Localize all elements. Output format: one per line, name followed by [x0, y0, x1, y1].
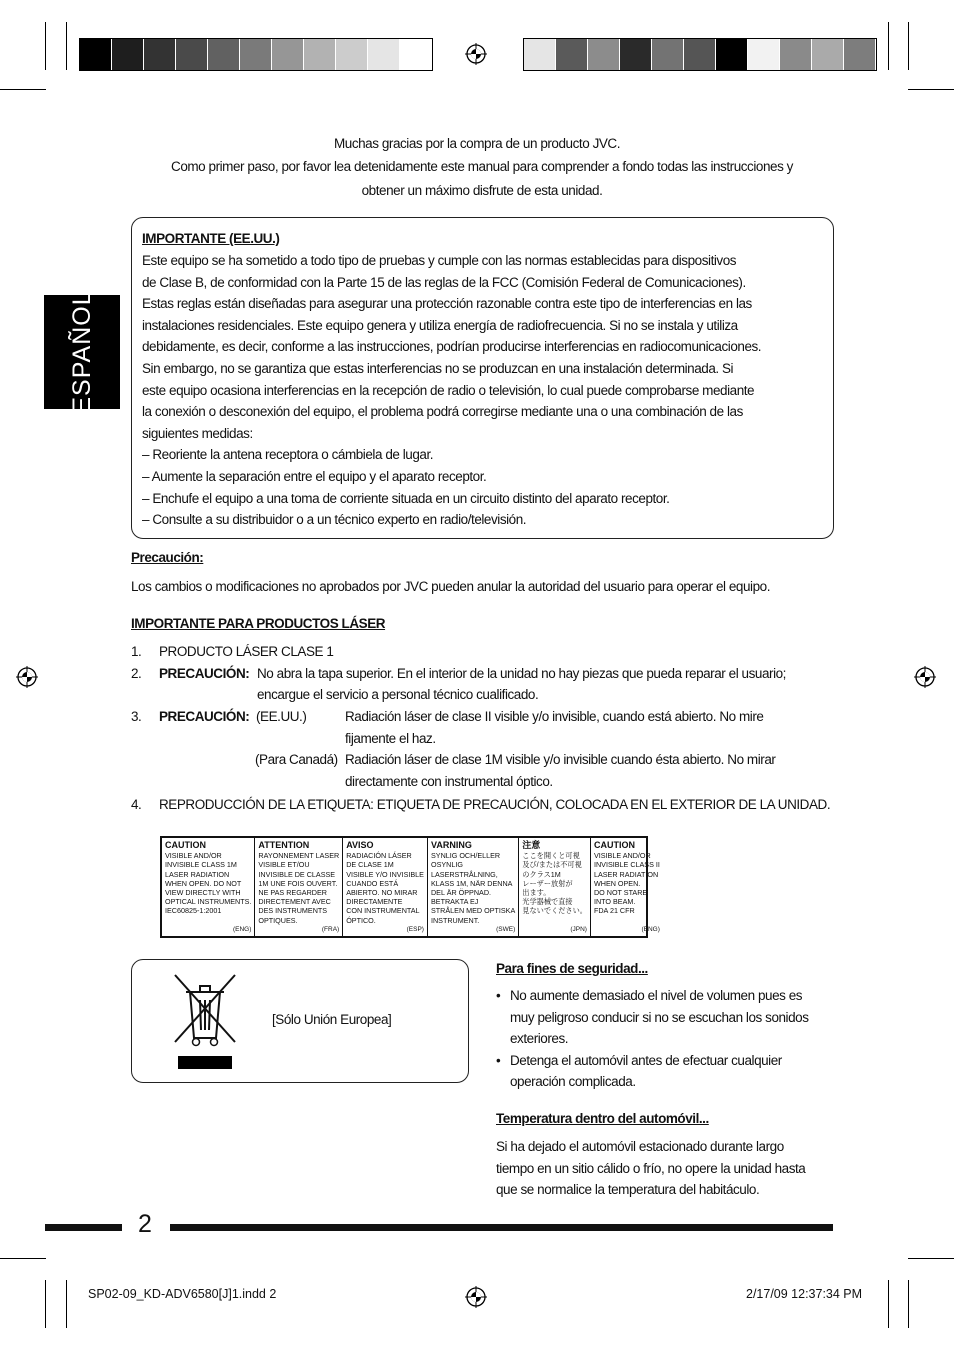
caution-label-title: AVISO — [346, 840, 374, 850]
color-swatch — [144, 39, 176, 70]
color-swatch — [176, 39, 208, 70]
laser-item-number: 4. — [131, 797, 142, 812]
caution-label-line: KLASS 1M, NÄR DENNA — [430, 878, 513, 888]
eu-only-text: [Sólo Unión Europea] — [272, 1012, 392, 1027]
laser-item-3-line: fijamente el haz. — [345, 731, 436, 746]
caution-label-line: LASER RADIATION — [593, 869, 659, 879]
caution-label-line: STRÅLEN MED OPTISKA — [430, 906, 516, 916]
caution-label-cell — [162, 838, 255, 936]
caution-label-line: RADIACIÓN LÁSER — [346, 851, 412, 861]
caution-label-cell — [591, 838, 663, 936]
color-swatch — [556, 39, 588, 70]
crop-mark — [908, 89, 954, 90]
caution-label-line: INVISIBLE CLASS II — [593, 860, 660, 870]
caution-label-line: OPTIQUES. — [258, 915, 298, 925]
caution-label-line: FDA 21 CFR — [593, 906, 635, 916]
important-us-line: – Reoriente la antena receptora o cámbiela de lugar. — [142, 447, 434, 463]
laser-item-2-label: PRECAUCIÓN: — [159, 666, 250, 681]
color-swatch — [588, 39, 620, 70]
footer-file: SP02-09_KD-ADV6580[J]1.indd 2 — [88, 1287, 277, 1301]
precaution-title: Precaución: — [131, 550, 204, 565]
caution-label-line: WHEN OPEN. — [593, 878, 641, 888]
crop-mark — [908, 1280, 909, 1328]
laser-item-2-line: encargue el servicio a personal técnico cualificado. — [257, 687, 539, 702]
caution-label-line: LASER RADIATION — [165, 869, 230, 879]
safety-bullet-line: exteriores. — [510, 1031, 569, 1046]
intro-line: Muchas gracias por la compra de un producto JVC. — [333, 136, 621, 151]
caution-label-line: DEL ÄR ÖPPNAD. — [430, 888, 492, 898]
crop-mark — [908, 1258, 954, 1259]
important-us-line: Sin embargo, no se garantiza que estas interferencias no se produzcan en una instalación determinada. Si — [142, 361, 734, 376]
color-swatch — [336, 39, 368, 70]
color-swatch — [272, 39, 304, 70]
color-swatch — [620, 39, 652, 70]
intro-line: Como primer paso, por favor lea detenidamente este manual para comprender a fondo todas las instrucciones y — [171, 159, 793, 174]
registration-mark-icon — [465, 1286, 487, 1308]
crop-mark — [66, 1280, 67, 1328]
color-swatch — [80, 39, 112, 70]
important-us-line: – Enchufe el equipo a una toma de corriente situada en un circuito distinto del aparato receptor. — [142, 490, 670, 506]
laser-item-3-line: Radiación láser de clase II visible y/o invisible, cuando está abierto. No mire — [345, 709, 764, 724]
caution-label-title: CAUTION — [165, 840, 206, 850]
color-swatch — [112, 39, 144, 70]
laser-item-number: 2. — [131, 666, 142, 681]
caution-label-line: レーザー放射が — [522, 878, 573, 888]
caution-label-line: VISIBLE AND/OR — [593, 851, 651, 861]
crop-mark — [888, 22, 889, 70]
caution-label-line: ここを開くと可視 — [522, 851, 580, 861]
important-us-line: debidamente, es decir, conforme a las instrucciones, podrían producirse interferencias en radiocomunicaciones. — [142, 339, 762, 355]
registration-mark-icon — [914, 666, 936, 688]
caution-label-line: OPTICAL INSTRUMENTS. — [165, 897, 252, 907]
language-tab-label: ESPAÑOL — [67, 290, 96, 414]
caution-label-line: RAYONNEMENT LASER — [258, 851, 340, 861]
caution-label-cell — [255, 838, 343, 936]
caution-label-line: DO NOT STARE — [593, 888, 648, 898]
caution-label-line: CUANDO ESTÁ — [346, 878, 399, 888]
laser-item-1: PRODUCTO LÁSER CLASE 1 — [159, 644, 334, 659]
language-tab — [44, 290, 120, 414]
caution-label-language-code: (JPN) — [570, 925, 587, 933]
laser-item-3-line: Radiación láser de clase 1M visible y/o invisible cuando ésta abierto. No mirar — [345, 752, 776, 767]
caution-label-line: IEC60825-1:2001 — [165, 906, 222, 916]
color-swatch — [812, 39, 844, 70]
caution-label-line: INVISIBLE CLASS 1M — [165, 860, 237, 870]
color-bar-left — [79, 38, 433, 71]
precaution-text: Los cambios o modificaciones no aprobados por JVC pueden anular la autoridad del usuario para operar el equipo. — [131, 579, 770, 594]
caution-label-line: WHEN OPEN. DO NOT — [165, 878, 242, 888]
safety-title: Para fines de seguridad... — [496, 961, 648, 976]
color-swatch — [400, 39, 432, 70]
caution-label-cell — [428, 838, 519, 936]
caution-label-line: 出ます。 — [522, 888, 551, 898]
crop-mark — [908, 22, 909, 70]
important-us-line: este equipo ocasiona interferencias en la recepción de radio o televisión, lo cual puede comprobarse mediante — [142, 382, 755, 398]
caution-label-line: INVISIBLE DE CLASSE — [258, 869, 336, 879]
laser-item-2-line: No abra la tapa superior. En el interior de la unidad no hay piezas que pueda reparar el usuario; — [257, 666, 786, 681]
color-swatch — [684, 39, 716, 70]
crop-mark — [45, 22, 46, 70]
color-swatch — [304, 39, 336, 70]
caution-label-line: VIEW DIRECTLY WITH — [165, 888, 241, 898]
important-us-line: la conexión o desconexión del equipo, el problema podrá corregirse mediante una o una combinación de las — [142, 404, 743, 420]
safety-bullet-line: No aumente demasiado el nivel de volumen pues es — [510, 988, 803, 1003]
color-bar-right — [523, 38, 877, 71]
caution-label-title: 注意 — [522, 840, 541, 850]
temperature-title: Temperatura dentro del automóvil... — [496, 1111, 709, 1126]
caution-label-cell — [343, 838, 428, 936]
laser-title: IMPORTANTE PARA PRODUCTOS LÁSER — [131, 616, 386, 631]
important-us-line: Estas reglas están diseñadas para asegurar una protección razonable contra este tipo de interferencias en las — [142, 296, 752, 312]
color-swatch — [524, 39, 556, 70]
color-swatch — [780, 39, 812, 70]
caution-label-language-code: (SWE) — [496, 925, 516, 933]
temperature-line: que se normalice la temperatura del habitáculo. — [496, 1182, 760, 1197]
important-us-line: instalaciones residenciales. Este equipo genera y utiliza energía de radiofrecuencia. Si no se instala y utiliza — [142, 317, 738, 333]
crop-mark — [45, 1280, 46, 1328]
color-swatch — [368, 39, 400, 70]
important-us-title: IMPORTANTE (EE.UU.) — [142, 231, 280, 246]
caution-label-line: 光学器械で直接 — [522, 897, 573, 907]
caution-label-line: NE PAS REGARDER — [258, 888, 327, 898]
laser-item-3-line: directamente con instrumental óptico. — [345, 774, 553, 789]
important-us-line: – Aumente la separación entre el equipo y el aparato receptor. — [142, 469, 487, 484]
caution-label-language-code: (ENG) — [641, 925, 660, 933]
caution-label-line: INSTRUMENT. — [430, 915, 480, 925]
color-swatch — [208, 39, 240, 70]
color-swatch — [240, 39, 272, 70]
color-swatch — [748, 39, 780, 70]
crop-mark — [0, 89, 46, 90]
color-swatch — [652, 39, 684, 70]
bullet: • — [496, 1053, 501, 1068]
temperature-line: Si ha dejado el automóvil estacionado durante largo — [496, 1139, 784, 1154]
crop-mark — [888, 1280, 889, 1328]
important-us-line: – Consulte a su distribuidor o a un técnico experto en radio/televisión. — [142, 512, 527, 528]
caution-label-line: BETRAKTA EJ — [430, 897, 479, 907]
temperature-line: tiempo en un sitio cálido o frío, no opere la unidad hasta — [496, 1161, 806, 1176]
caution-label-line: LASERSTRÅLNING, — [430, 869, 498, 879]
registration-mark-icon — [465, 43, 487, 65]
footer-date: 2/17/09 12:37:34 PM — [746, 1287, 863, 1301]
crop-mark — [0, 1258, 46, 1259]
caution-label-line: VISIBLE ET/OU — [258, 860, 310, 870]
important-us-line: siguientes medidas: — [142, 425, 253, 441]
caution-label-line: ABIERTO. NO MIRAR — [346, 888, 418, 898]
caution-label-line: DE CLASE 1M — [346, 860, 394, 870]
caution-label-title: ATTENTION — [258, 840, 310, 850]
caution-label-line: VISIBLE AND/OR — [165, 851, 222, 861]
registration-mark-icon — [16, 666, 38, 688]
crossed-bin-icon — [170, 970, 240, 1070]
laser-item-3-region: (Para Canadá) — [255, 752, 338, 767]
caution-label-line: DIRECTEMENT AVEC — [258, 897, 331, 907]
caution-label-language-code: (ENG) — [232, 925, 252, 933]
safety-bullet-line: muy peligroso conducir si no se escuchan los sonidos — [510, 1010, 809, 1025]
caution-label-line: 及び/または不可視 — [522, 860, 582, 870]
caution-label-line: CON INSTRUMENTAL — [346, 906, 420, 916]
safety-bullet-line: operación complicada. — [510, 1074, 636, 1089]
safety-bullet-line: Detenga el automóvil antes de efectuar cualquier — [510, 1053, 782, 1068]
caution-label-line: ÓPTICO. — [346, 915, 376, 925]
caution-label-line: のクラス1M — [522, 869, 561, 879]
caution-label-title: VARNING — [430, 840, 472, 850]
caution-label-language-code: (ESP) — [406, 925, 424, 933]
laser-item-4: REPRODUCCIÓN DE LA ETIQUETA: ETIQUETA DE PRECAUCIÓN, COLOCADA EN EL EXTERIOR DE LA UNIDAD. — [159, 797, 831, 812]
page-rule-left — [45, 1224, 122, 1231]
laser-item-number: 3. — [131, 709, 142, 724]
laser-item-3-label: PRECAUCIÓN: — [159, 709, 250, 724]
laser-item-number: 1. — [131, 644, 142, 659]
caution-label-line: DIRECTAMENTE — [346, 897, 403, 907]
caution-label-line: INTO BEAM. — [593, 897, 636, 907]
page-rule-right — [170, 1224, 833, 1231]
important-us-line: Este equipo se ha sometido a todo tipo de pruebas y cumple con las normas establecidas para dispositivos — [142, 253, 737, 268]
page-number: 2 — [138, 1210, 152, 1238]
laser-item-3-region: (EE.UU.) — [256, 709, 307, 724]
caution-label-line: 1M UNE FOIS OUVERT. — [258, 878, 338, 888]
color-swatch — [844, 39, 876, 70]
caution-label-line: DES INSTRUMENTS — [258, 906, 328, 916]
caution-label-line: 見ないでください。 — [522, 906, 587, 916]
caution-label-title: CAUTION — [593, 840, 635, 850]
crop-mark — [66, 22, 67, 70]
intro-line: obtener un máximo disfrute de esta unidad. — [361, 183, 603, 198]
bullet: • — [496, 988, 501, 1003]
caution-label-cell — [519, 838, 591, 936]
caution-label-line: VISIBLE Y/O INVISIBLE — [346, 869, 424, 879]
caution-label-reproduction — [160, 836, 660, 938]
caution-label-language-code: (FRA) — [321, 925, 340, 933]
caution-label-line: SYNLIG OCH/ELLER — [430, 851, 501, 861]
caution-label-line: OSYNLIG — [430, 860, 463, 870]
important-us-line: de Clase B, de conformidad con la Parte 15 de las reglas de la FCC (Comisión Federal de Comunicaciones). — [142, 274, 746, 290]
color-swatch — [716, 39, 748, 70]
